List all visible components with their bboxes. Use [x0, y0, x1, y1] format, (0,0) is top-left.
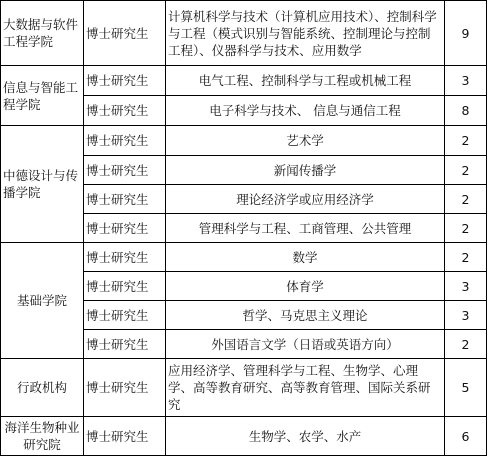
count-cell: 2: [445, 243, 487, 272]
major-cell: 外国语言文学（日语或英语方向）: [166, 330, 445, 359]
count-cell: 6: [445, 417, 487, 456]
count-cell: 9: [445, 1, 487, 66]
college-cell: 基础学院: [1, 243, 84, 359]
major-cell: 哲学、马克思主义理论: [166, 301, 445, 330]
level-cell: 博士研究生: [84, 330, 166, 359]
level-cell: 博士研究生: [84, 66, 166, 96]
level-cell: 博士研究生: [84, 272, 166, 301]
count-cell: 2: [445, 330, 487, 359]
count-cell: 2: [445, 214, 487, 243]
major-cell: 电子科学与技术、 信息与通信工程: [166, 96, 445, 126]
major-cell: 理论经济学或应用经济学: [166, 185, 445, 214]
count-cell: 2: [445, 185, 487, 214]
college-cell: 大数据与软件工程学院: [1, 1, 84, 66]
college-cell: 信息与智能工程学院: [1, 66, 84, 126]
major-cell: 电气工程、控制科学与工程或机械工程: [166, 66, 445, 96]
major-cell: 体育学: [166, 272, 445, 301]
table-row: [1, 359, 487, 417]
count-cell: 2: [445, 156, 487, 185]
count-cell: 3: [445, 272, 487, 301]
level-cell: 博士研究生: [84, 243, 166, 272]
count-cell: 5: [445, 359, 487, 417]
table-row: [1, 126, 487, 156]
table-row: [1, 243, 487, 272]
level-cell: 博士研究生: [84, 96, 166, 126]
major-cell: 应用经济学、管理科学与工程、生物学、心理学、高等教育研究、高等教育管理、国际关系研究: [166, 359, 445, 417]
level-cell: 博士研究生: [84, 185, 166, 214]
count-cell: 3: [445, 66, 487, 96]
table-row: [1, 1, 487, 66]
major-cell: 数学: [166, 243, 445, 272]
college-cell: 行政机构: [1, 359, 84, 417]
major-cell: 艺术学: [166, 126, 445, 156]
level-cell: 博士研究生: [84, 126, 166, 156]
college-cell: 海洋生物种业研究院: [1, 417, 84, 456]
level-cell: 博士研究生: [84, 1, 166, 66]
major-cell: 新闻传播学: [166, 156, 445, 185]
major-cell: 管理科学与工程、工商管理、公共管理: [166, 214, 445, 243]
count-cell: 3: [445, 301, 487, 330]
level-cell: 博士研究生: [84, 359, 166, 417]
level-cell: 博士研究生: [84, 156, 166, 185]
major-cell: 生物学、农学、水产: [166, 417, 445, 456]
table-row: [1, 417, 487, 456]
level-cell: 博士研究生: [84, 214, 166, 243]
count-cell: 2: [445, 126, 487, 156]
table-row: [1, 66, 487, 96]
level-cell: 博士研究生: [84, 301, 166, 330]
level-cell: 博士研究生: [84, 417, 166, 456]
college-cell: 中德设计与传播学院: [1, 126, 84, 243]
major-cell: 计算机科学与技术（计算机应用技术）、控制科学与工程（模式识别与智能系统、控制理论与控制工程）、仪器科学与技术、应用数学: [166, 1, 445, 66]
count-cell: 8: [445, 96, 487, 126]
